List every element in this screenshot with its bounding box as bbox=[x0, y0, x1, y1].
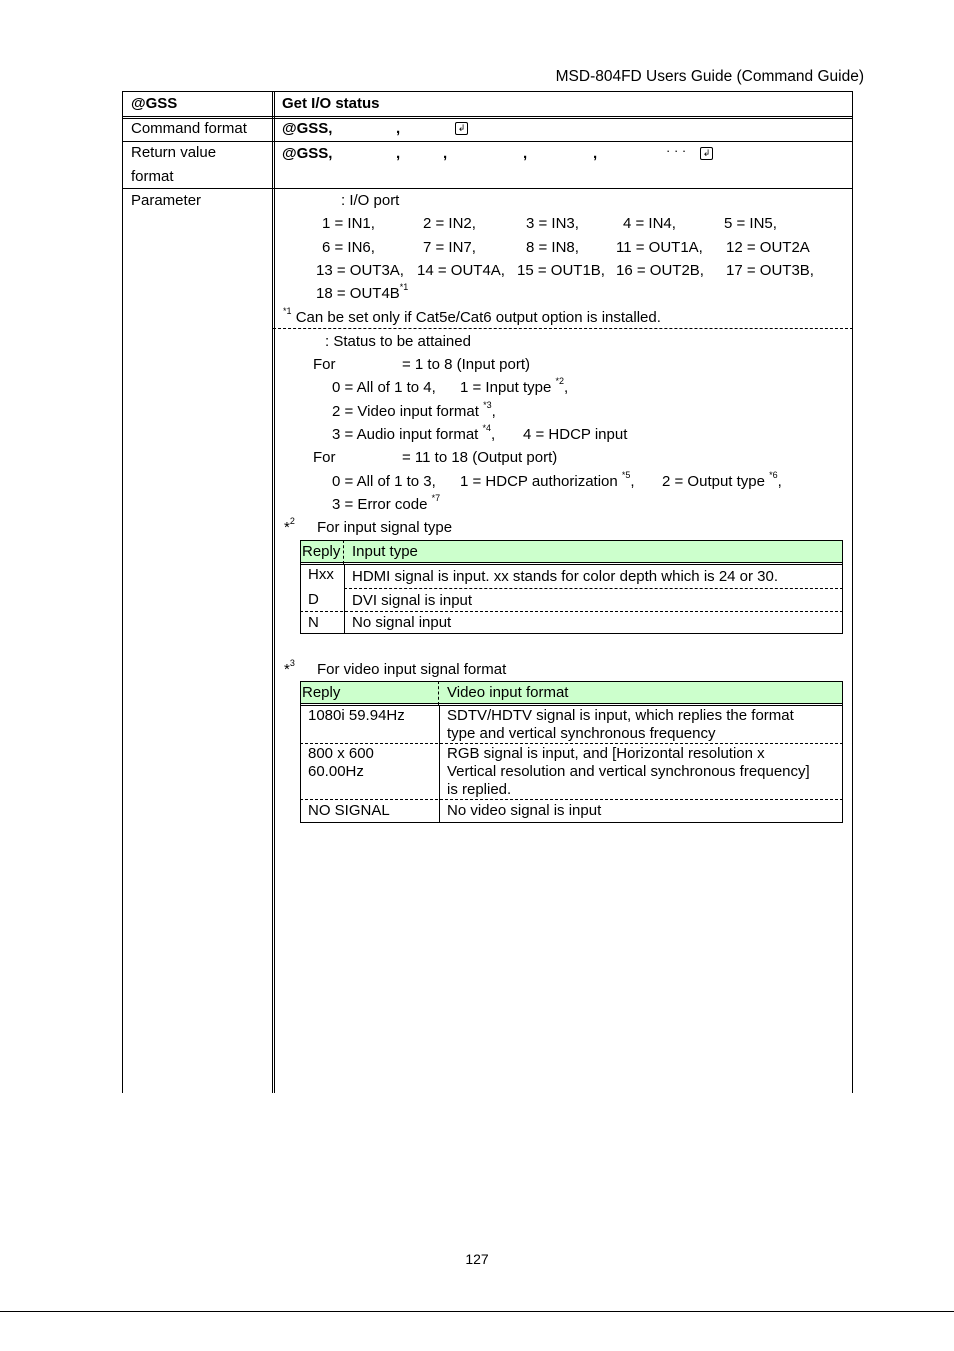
note3-mark: *$^3$ bbox=[284, 658, 295, 678]
table-header: Reply bbox=[302, 543, 341, 560]
command-name-label: @GSS bbox=[131, 95, 178, 112]
return-format-label: Return value bbox=[131, 144, 217, 161]
status-output-item: 2 = Output type $^{*6}$, bbox=[662, 470, 782, 490]
table-cell: NO SIGNAL bbox=[308, 802, 390, 819]
command-format-value: @GSS, bbox=[282, 120, 333, 137]
status-input-item: 1 = Input type $^{*2}$, bbox=[460, 376, 569, 396]
table-header: Input type bbox=[352, 543, 418, 560]
table-cell: is replied. bbox=[447, 781, 512, 798]
footer-divider bbox=[0, 1311, 954, 1312]
note3-title: For video input signal format bbox=[317, 661, 507, 678]
table-cell: No signal input bbox=[352, 614, 452, 631]
io-port-item: 11 = OUT1A, bbox=[616, 239, 703, 256]
status-input-item: 3 = Audio input format $^{*4}$, bbox=[332, 423, 496, 443]
enter-key-icon: ↲ bbox=[700, 147, 713, 160]
table-cell: 800 x 600 bbox=[308, 745, 374, 762]
table-header: Video input format bbox=[447, 684, 569, 701]
io-port-item: 1 = IN1, bbox=[322, 215, 375, 232]
io-port-item: 12 = OUT2A bbox=[726, 239, 810, 256]
io-port-item: 7 = IN7, bbox=[423, 239, 476, 256]
io-port-item: $18 = OUT4B^{*1}$ bbox=[316, 282, 409, 302]
io-port-footnote: $^{*1}$ Can be set only if Cat5e/Cat6 output option is installed. bbox=[283, 306, 661, 326]
table-cell: type and vertical synchronous frequency bbox=[447, 725, 716, 742]
io-port-item: 8 = IN8, bbox=[526, 239, 579, 256]
table-cell: SDTV/HDTV signal is input, which replies the format bbox=[447, 707, 794, 724]
note2-title: For input signal type bbox=[317, 519, 453, 536]
return-format-comma: , bbox=[396, 145, 401, 162]
io-port-item: 2 = IN2, bbox=[423, 215, 476, 232]
table-cell: No video signal is input bbox=[447, 802, 602, 819]
io-port-item: 6 = IN6, bbox=[322, 239, 375, 256]
table-cell: 1080i 59.94Hz bbox=[308, 707, 405, 724]
return-format-value: @GSS, bbox=[282, 145, 333, 162]
return-format-ellipsis: · · · bbox=[666, 143, 687, 158]
command-format-comma: , bbox=[396, 120, 401, 137]
table-header: Reply bbox=[302, 684, 341, 701]
table-cell: HDMI signal is input. xx stands for color depth which is 24 or 30. bbox=[352, 568, 779, 585]
status-output-item: 1 = HDCP authorization $^{*5}$, bbox=[460, 470, 635, 490]
note2-mark: *$^2$ bbox=[284, 516, 295, 536]
table-cell: D bbox=[308, 591, 319, 608]
io-port-item: 14 = OUT4A, bbox=[417, 262, 505, 279]
io-port-item: 16 = OUT2B, bbox=[616, 262, 704, 279]
return-format-comma: , bbox=[593, 145, 598, 162]
table-cell: N bbox=[308, 614, 319, 631]
status-title: : Status to be attained bbox=[325, 333, 471, 350]
command-format-label: Command format bbox=[131, 120, 247, 137]
parameter-label: Parameter bbox=[131, 192, 202, 209]
status-for-output: For bbox=[313, 449, 336, 466]
status-output-item: 0 = All of 1 to 3, bbox=[332, 473, 436, 490]
status-input-item: 4 = HDCP input bbox=[523, 426, 628, 443]
table-cell: Vertical resolution and vertical synchronous frequency] bbox=[447, 763, 810, 780]
enter-key-icon: ↲ bbox=[455, 122, 468, 135]
io-port-item: 13 = OUT3A, bbox=[316, 262, 404, 279]
table-cell: RGB signal is input, and [Horizontal resolution x bbox=[447, 745, 765, 762]
status-output-item: 3 = Error code $^{*7}$ bbox=[332, 493, 441, 513]
io-port-item: 5 = IN5, bbox=[724, 215, 777, 232]
status-for-input-range: = 1 to 8 (Input port) bbox=[402, 356, 530, 373]
status-for-output-range: = 11 to 18 (Output port) bbox=[402, 449, 558, 466]
document-header-title: MSD-804FD Users Guide (Command Guide) bbox=[555, 68, 864, 85]
table-cell: DVI signal is input bbox=[352, 592, 473, 609]
io-port-item: 3 = IN3, bbox=[526, 215, 579, 232]
command-description: Get I/O status bbox=[282, 95, 380, 112]
io-port-title: : I/O port bbox=[341, 192, 400, 209]
status-for-input: For bbox=[313, 356, 336, 373]
io-port-item: 4 = IN4, bbox=[623, 215, 676, 232]
return-format-comma: , bbox=[443, 145, 448, 162]
status-input-item: 2 = Video input format $^{*3}$, bbox=[332, 400, 496, 420]
io-port-item: 17 = OUT3B, bbox=[726, 262, 814, 279]
table-cell: 60.00Hz bbox=[308, 763, 364, 780]
return-format-label-2: format bbox=[131, 168, 174, 185]
io-port-item: 15 = OUT1B, bbox=[517, 262, 605, 279]
page-number: 127 bbox=[465, 1251, 489, 1267]
status-input-item: 0 = All of 1 to 4, bbox=[332, 379, 436, 396]
table-cell: Hxx bbox=[308, 566, 334, 583]
return-format-comma: , bbox=[523, 145, 528, 162]
